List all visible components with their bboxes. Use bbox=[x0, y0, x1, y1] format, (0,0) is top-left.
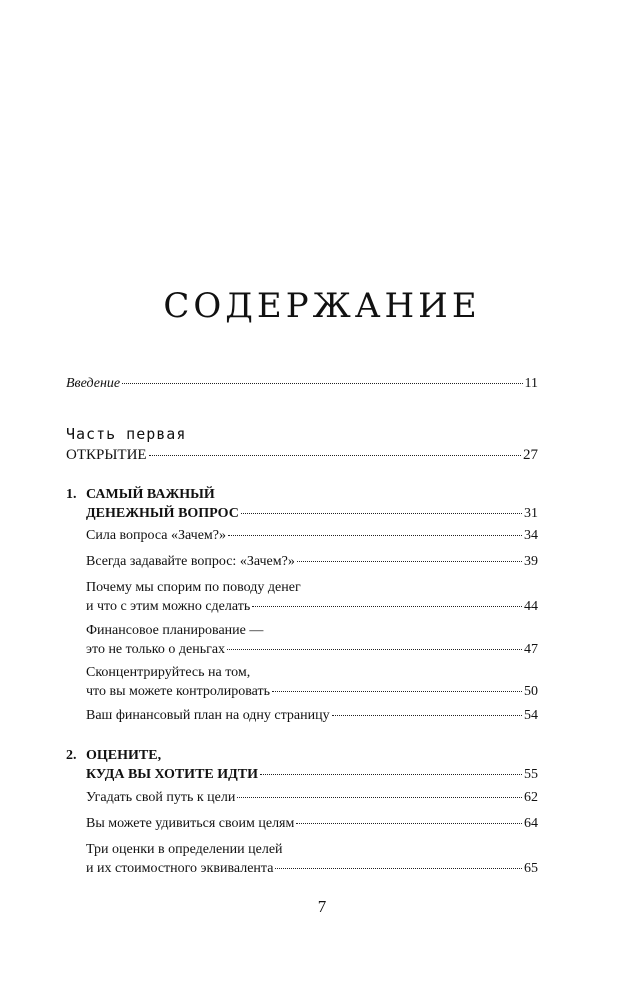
section-title-line: Три оценки в определении целей bbox=[86, 842, 283, 857]
section-title-line: и их стоимостного эквивалента bbox=[86, 861, 274, 876]
chapter-number: 1. bbox=[66, 487, 77, 502]
leader-dots bbox=[149, 455, 521, 456]
toc-entry-section[interactable] bbox=[86, 554, 538, 570]
toc-page-number: 27 bbox=[523, 447, 538, 463]
toc-page-number: 65 bbox=[524, 861, 538, 876]
toc-entry-section[interactable] bbox=[86, 580, 538, 615]
part-title: ОТКРЫТИЕ bbox=[66, 447, 147, 463]
leader-dots bbox=[275, 868, 522, 869]
chapter-title-line: ДЕНЕЖНЫЙ ВОПРОС bbox=[86, 506, 239, 521]
toc-entry-intro[interactable] bbox=[66, 376, 538, 392]
toc-page-number: 62 bbox=[524, 790, 538, 805]
toc-entry-chapter-1[interactable] bbox=[86, 487, 538, 522]
leader-dots bbox=[237, 797, 522, 798]
page-title: СОДЕРЖАНИЕ bbox=[163, 286, 481, 326]
leader-dots bbox=[297, 561, 522, 562]
section-title-line: Сконцентрируйтесь на том, bbox=[86, 665, 251, 680]
toc-page-number: 54 bbox=[524, 708, 538, 723]
section-title: Сила вопроса «Зачем?» bbox=[86, 528, 226, 543]
leader-dots bbox=[228, 535, 522, 536]
leader-dots bbox=[227, 649, 522, 650]
chapter-title-line: КУДА ВЫ ХОТИТЕ ИДТИ bbox=[86, 767, 258, 782]
toc-page-number: 11 bbox=[524, 376, 538, 391]
leader-dots bbox=[252, 606, 522, 607]
toc-page-number: 47 bbox=[524, 642, 538, 657]
chapter-title-line: ОЦЕНИТЕ, bbox=[86, 748, 162, 763]
toc-page-number: 39 bbox=[524, 554, 538, 569]
toc-entry-section[interactable] bbox=[86, 665, 538, 700]
toc-entry-chapter-2[interactable] bbox=[86, 748, 538, 783]
toc-page-number: 64 bbox=[524, 816, 538, 831]
toc-entry-label: Введение bbox=[66, 376, 121, 391]
section-title-line: Финансовое планирование — bbox=[86, 623, 264, 638]
toc-entry-section[interactable] bbox=[86, 842, 538, 877]
leader-dots bbox=[260, 774, 522, 775]
toc-entry-section[interactable] bbox=[86, 790, 538, 806]
toc-entry-section[interactable] bbox=[86, 528, 538, 544]
toc-page-number: 31 bbox=[524, 506, 538, 521]
toc-page-number: 50 bbox=[524, 684, 538, 699]
leader-dots bbox=[241, 513, 522, 514]
page-number: 7 bbox=[317, 897, 327, 916]
chapter-number: 2. bbox=[66, 748, 77, 763]
section-title-line: и что с этим можно сделать bbox=[86, 599, 251, 614]
leader-dots bbox=[332, 715, 522, 716]
section-title: Вы можете удивиться своим целям bbox=[86, 816, 295, 831]
leader-dots bbox=[296, 823, 522, 824]
toc-entry-section[interactable] bbox=[86, 623, 538, 658]
section-title-line: Почему мы спорим по поводу денег bbox=[86, 580, 301, 595]
section-title-line: что вы можете контролировать bbox=[86, 684, 270, 699]
leader-dots bbox=[122, 383, 522, 384]
section-title: Ваш финансовый план на одну страницу bbox=[86, 708, 330, 723]
section-title: Всегда задавайте вопрос: «Зачем?» bbox=[86, 554, 295, 569]
section-title-line: это не только о деньгах bbox=[86, 642, 226, 657]
toc-page-number: 55 bbox=[524, 767, 538, 782]
toc-entry-section[interactable] bbox=[86, 708, 538, 724]
chapter-title-line: САМЫЙ ВАЖНЫЙ bbox=[86, 487, 215, 502]
toc-page-number: 34 bbox=[524, 528, 538, 543]
toc-entry-part[interactable] bbox=[66, 446, 538, 464]
leader-dots bbox=[272, 691, 522, 692]
toc-entry-section[interactable] bbox=[86, 816, 538, 832]
section-title: Угадать свой путь к цели bbox=[86, 790, 236, 805]
part-label: Часть первая bbox=[66, 425, 187, 443]
toc-page-number: 44 bbox=[524, 599, 538, 614]
